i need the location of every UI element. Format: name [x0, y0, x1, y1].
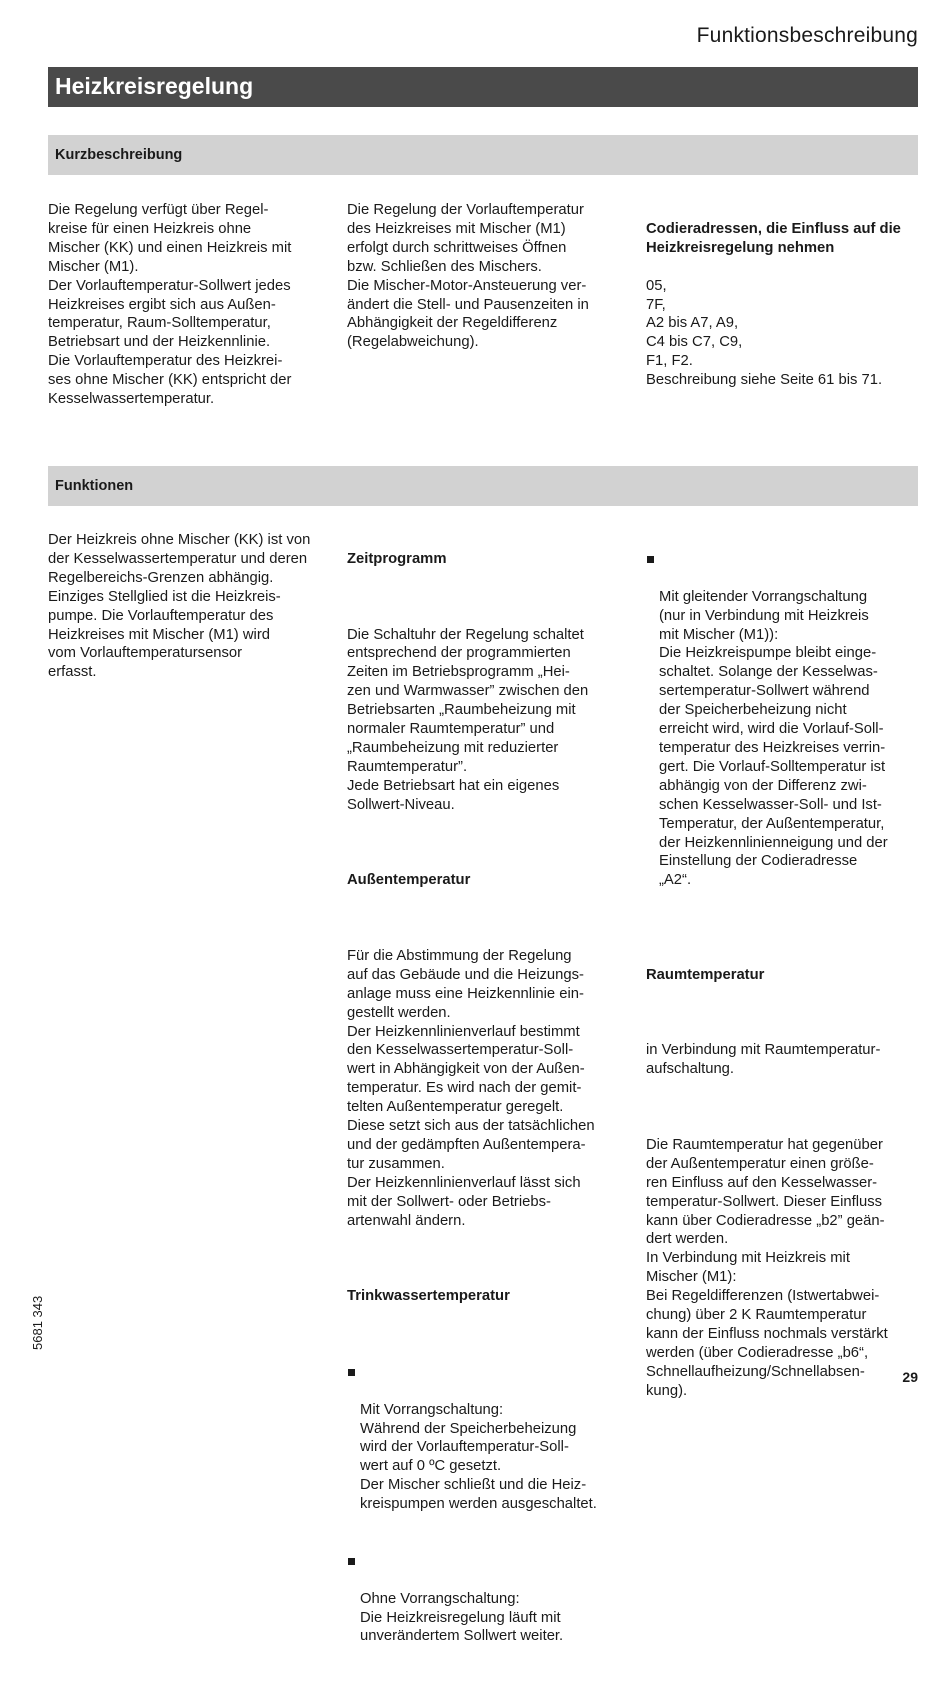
funk-column-1: Der Heizkreis ohne Mischer (KK) ist von der Kesselwassertemperatur und deren Regelbereichs-Grenzen abhängig. Einziges Stellglied ist die Heizkreis- pumpe. Die Vorlauftemperatur des Heizkreises mit Mischer (M1) wird vom Vorlauftemperatursensor erfasst. [48, 532, 311, 681]
bullet-item [347, 1363, 631, 1533]
aussentemperatur-text: Für die Abstimmung der Regelung auf das Gebäude und die Heizungs- anlage muss eine Heizkennlinie ein- gestellt werden. Der Heizkennlinienverlauf bestimmt den Kesselwassertemperatur-Soll- wert in Abhängigkeit von der Außen- temperatur. Es wird nach der gemit- telten Außentemperatur geregelt. Diese setzt sich aus der tatsächlichen und der gedämpften Außentempera- tur zusammen. Der Heizkennlinienverlauf lässt sich mit der Sollwert- oder Betriebs- artenwahl ändern. [347, 947, 595, 1229]
section-heading-funktionen: Funktionen [55, 478, 134, 494]
bullet-text-mit-vorrang: Mit Vorrangschaltung: Während der Speicherbeheizung wird der Vorlauftemperatur-Soll- wert auf 0 ºC gesetzt. Der Mischer schließt und die Heiz- kreispumpen werden ausgeschaltet. [360, 1401, 597, 1513]
raumtemperatur-text: Die Raumtemperatur hat gegenüber der Außentemperatur einen größe- ren Einfluss auf den Kesselwasser- temperatur-Sollwert. Dieser Einfluss kann über Codieradresse „b2” geän- dert werden. In Verbindung mit Heizkreis mit Mischer (M1): Bei Regeldifferenzen (Istwertabwei- chung) über 2 K Raumtemperatur kann der Einfluss nochmals verstärkt werden (über Codieradresse „b6“, Schnellaufheizung/Schnellabsen- kung). [646, 1136, 888, 1399]
raumtemperatur-heading: Raumtemperatur [646, 966, 765, 983]
bullet-square-icon [348, 1558, 355, 1565]
trinkwassertemperatur-heading: Trinkwassertemperatur [347, 1288, 510, 1305]
page-number: 29 [902, 1369, 918, 1385]
page-title: Heizkreisregelung [55, 73, 254, 99]
funk-column-2 [347, 531, 631, 1684]
title-bar [48, 67, 918, 107]
document-number: 5681 343 [30, 1295, 45, 1350]
bullet-text-gleitende-vorrang: Mit gleitender Vorrangschaltung (nur in Verbindung mit Heizkreis mit Mischer (M1)): Die Heizkreispumpe bleibt einge- schaltet. Solange der Kesselwas- sertemperatur-Sollwert während der Speicherbeheizung nicht erreicht wird, wird die Vorlauf-Soll- temperatur des Heizkreises verrin- gert. Die Vorlauf-Solltemperatur ist abhängig von der Differenz zwi- schen Kesselwasser-Soll- und Ist- Temperatur, der Außentemperatur, der Heizkennlinienneigung und der Einstellung der Codieradresse „A2“. [659, 588, 888, 889]
raumtemperatur-intro: in Verbindung mit Raumtemperatur- aufschaltung. [646, 1042, 881, 1078]
bullet-item [347, 1552, 631, 1665]
bullet-square-icon [348, 1369, 355, 1376]
bullet-square-icon [647, 556, 654, 563]
zeitprogramm-text: Die Schaltuhr der Regelung schaltet entsprechend der programmierten Zeiten im Betriebsprogramm „Hei- zen und Warmwasser” zwischen den Betriebsarten „Raumbeheizung mit normaler Raumtemperatur” und „Raumbeheizung mit reduzierter Raumtemperatur”. Jede Betriebsart hat ein eigenes Sollwert-Niveau. [347, 626, 589, 813]
zeitprogramm-heading: Zeitprogramm [347, 550, 447, 567]
kurz-column-3 [646, 201, 926, 409]
bullet-text-ohne-vorrang: Ohne Vorrangschaltung: Die Heizkreisregelung läuft mit unverändertem Sollwert weiter. [360, 1590, 564, 1645]
kurz-column-1: Die Regelung verfügt über Regel- kreise für einen Heizkreis ohne Mischer (KK) und einen Heizkreis mit Mischer (M1). Der Vorlauftemperatur-Sollwert jedes Heizkreises ergibt sich aus Außen- temperatur, Raum-Solltemperatur, Betriebsart und der Heizkennlinie. Die Vorlauftemperatur des Heizkrei- ses ohne Mischer (KK) entspricht der Kesselwassertemperatur. [48, 202, 292, 408]
section-heading-kurzbeschreibung: Kurzbeschreibung [55, 147, 183, 163]
section-bar-kurzbeschreibung [48, 135, 918, 175]
codieradressen-heading: Codieradressen, die Einfluss auf die Heizkreisregelung nehmen [646, 220, 901, 256]
section-header: Funktionsbeschreibung [696, 24, 918, 47]
codieradressen-list: 05, 7F, A2 bis A7, A9, C4 bis C7, C9, F1, F2. Beschreibung siehe Seite 61 bis 71. [646, 277, 883, 389]
kurz-column-2: Die Regelung der Vorlauftemperatur des Heizkreises mit Mischer (M1) erfolgt durch schrittweises Öffnen bzw. Schließen des Mischers. Die Mischer-Motor-Ansteuerung ver- ändert die Stell- und Pausenzeiten in Abhängigkeit der Regeldifferenz (Regelabweichung). [347, 202, 589, 351]
bullet-item [646, 550, 926, 909]
aussentemperatur-heading: Außentemperatur [347, 872, 471, 889]
funk-column-3 [646, 531, 926, 1420]
section-bar-funktionen [48, 466, 918, 506]
